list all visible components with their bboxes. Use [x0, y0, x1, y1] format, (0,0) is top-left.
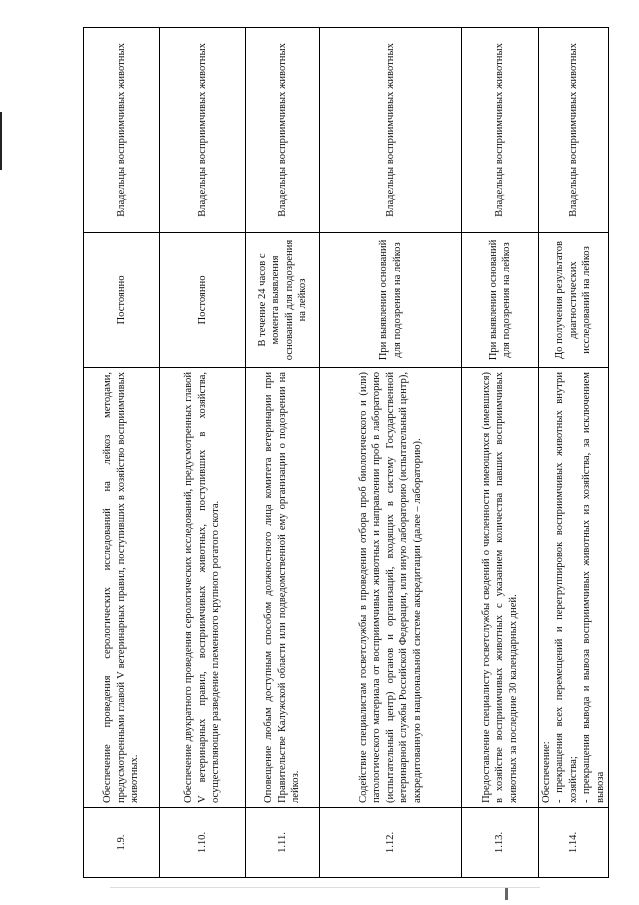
scan-edge-mark — [0, 112, 2, 170]
measure-term: В течение 24 часов с момента выявления оснований для подозрения на лейкоз — [246, 233, 320, 368]
table-row — [160, 28, 246, 878]
measure-responsible: Владельцы восприимчивых животных — [462, 28, 539, 233]
table-row — [246, 28, 320, 878]
measure-responsible: Владельцы восприимчивых животных — [160, 28, 246, 233]
table-row — [539, 28, 609, 878]
measure-term: При выявлении оснований для подозрения на лейкоз — [462, 233, 539, 368]
measure-term: Постоянно — [84, 233, 160, 368]
table-row — [320, 28, 462, 878]
measure-responsible: Владельцы восприимчивых животных — [320, 28, 462, 233]
measures-table — [83, 27, 609, 878]
measure-description: Обеспечение: - прекращения всех перемещений и перегруппировок восприимчивых животных внутри хозяйства; - прекращения вывода и вывоза восприимчивых животных из хозяйства, за исключением вывоза — [539, 368, 609, 808]
measure-term: До получения результатов диагностических исследований на лейкоз — [539, 233, 609, 368]
row-number: 1.10. — [160, 808, 246, 878]
measure-description: Оповещение любым доступным способом должностного лица комитета ветеринарии при Правительстве Калужской области или подведомственной ему организации о подозрении на лейкоз. — [246, 368, 320, 808]
row-number: 1.9. — [84, 808, 160, 878]
measure-term: При выявлении оснований для подозрения на лейкоз — [320, 233, 462, 368]
row-number: 1.11. — [246, 808, 320, 878]
row-number: 1.12. — [320, 808, 462, 878]
measure-term: Постоянно — [160, 233, 246, 368]
row-number: 1.14. — [539, 808, 609, 878]
measure-description: Обеспечение проведения серологических исследований на лейкоз методами, предусмотренными главой V ветеринарных правил, поступивших в хозяйство восприимчивых животных. — [84, 368, 160, 808]
measure-description: Обеспечение двукратного проведения серологических исследований, предусмотренных главой V ветеринарных правил, восприимчивых животных, поступивших в хозяйства, осуществляющие разведение племенного крупного рогатого скота. — [160, 368, 246, 808]
measure-responsible: Владельцы восприимчивых животных — [539, 28, 609, 233]
table-row — [84, 28, 160, 878]
measure-responsible: Владельцы восприимчивых животных — [246, 28, 320, 233]
table-row — [462, 28, 539, 878]
measure-description: Содействие специалистам госветслужбы в проведении отбора проб биологического и (или) патологического материала от восприимчивых животных и направлении проб в лабораторию (испытательный центр) органов и организаций, входящих в систему Государственной ветеринарной службы Российской Федерации, или иную лабораторию (испытательный центр), аккредитованную в национальной системе аккредитации (далее – лабораторию). — [320, 368, 462, 808]
rotated-document-sheet — [83, 28, 606, 878]
measure-responsible: Владельцы восприимчивых животных — [84, 28, 160, 233]
page-bottom-shadow — [110, 887, 540, 888]
row-number: 1.13. — [462, 808, 539, 878]
measure-description: Предоставление специалисту госветслужбы сведений о численности имеющихся (имевшихся) в хозяйстве восприимчивых животных с указанием количества павших восприимчивых животных за последние 30 календарных дней. — [462, 368, 539, 808]
scan-dust-mark — [505, 888, 508, 900]
